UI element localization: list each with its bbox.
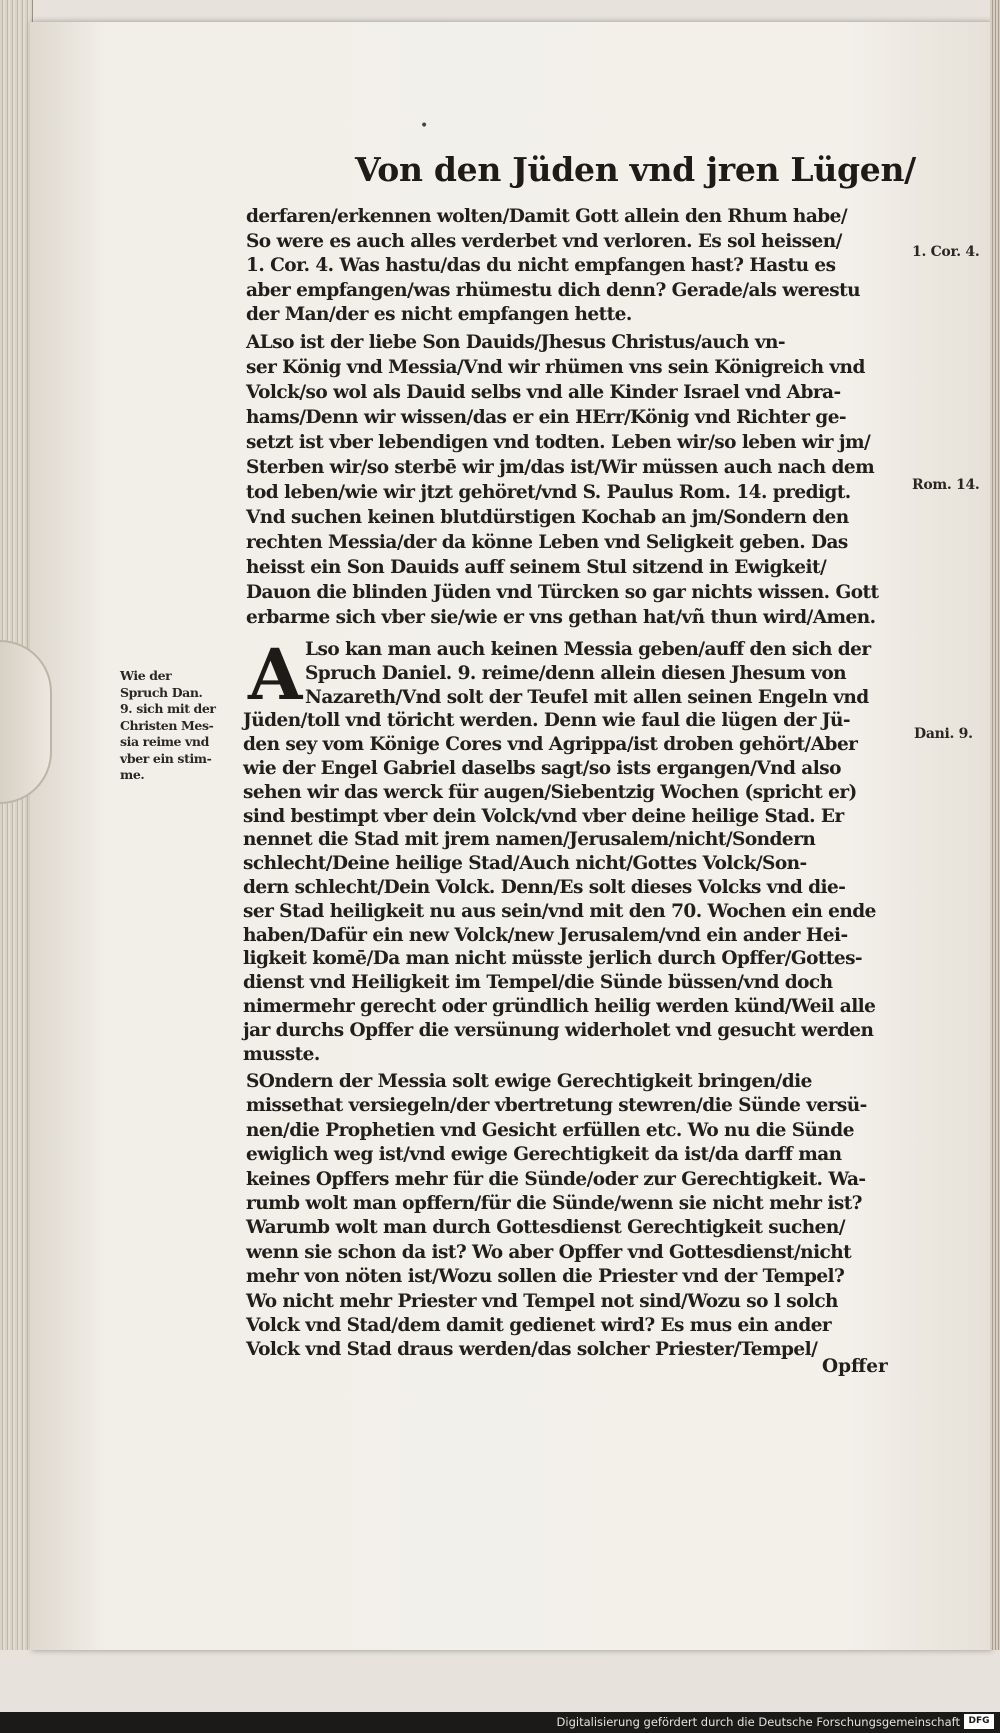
text-line: hams/Denn wir wissen/das er ein HErr/König vnd Richter ge- xyxy=(246,407,847,428)
text-line: ewiglich weg ist/vnd ewige Gerechtigkeit da ist/da darff man xyxy=(246,1144,842,1166)
text-line: So were es auch alles verderbet vnd verloren. Es sol heissen/ xyxy=(246,230,842,252)
gloss-line: sia reime vnd xyxy=(120,734,209,749)
text-line: Volck vnd Stad draus werden/das solcher Priester/Tempel/ xyxy=(246,1339,818,1361)
text-line: Volck vnd Stad/dem damit gedienet wird? Es mus ein ander xyxy=(246,1314,832,1336)
text-line: SOndern der Messia solt ewige Gerechtigkeit bringen/die xyxy=(246,1071,812,1092)
text-line: derfaren/erkennen wolten/Damit Gott allein den Rhum habe/ xyxy=(246,206,848,227)
text-line: Nazareth/Vnd solt der Teufel mit allen seinen Engeln vnd xyxy=(305,686,869,708)
text-line: wenn sie schon da ist? Wo aber Opffer vnd Gottesdienst/nicht xyxy=(246,1241,852,1263)
catchword: Opffer xyxy=(822,1356,888,1377)
decorative-dot: • xyxy=(420,118,429,134)
text-line: Jüden/toll vnd töricht werden. Denn wie faul die lügen der Jü- xyxy=(243,710,851,732)
text-line: musste. xyxy=(243,1043,320,1065)
text-line: dern schlecht/Dein Volck. Denn/Es solt dieses Volcks vnd die- xyxy=(243,876,846,898)
text-line: mehr von nöten ist/Wozu sollen die Priester vnd der Tempel? xyxy=(246,1266,845,1288)
gloss-line: vber ein stim- xyxy=(120,750,212,766)
text-line: heisst ein Son Dauids auff seinem Stul sitzend in Ewigkeit/ xyxy=(246,557,827,578)
text-line: nen/die Prophetien vnd Gesicht erfüllen etc. Wo nu die Sünde xyxy=(246,1119,854,1141)
text-line: schlecht/Deine heilige Stad/Auch nicht/Gottes Volck/Son- xyxy=(243,853,807,875)
margin-ref-rom: Rom. 14. xyxy=(912,477,980,493)
text-line: Wo nicht mehr Priester vnd Tempel not sind/Wozu so l solch xyxy=(246,1290,838,1312)
text-line: sehen wir das werck für augen/Siebentzig Wochen (spricht er) xyxy=(243,781,857,803)
text-line: ligkeit komē/Da man nicht müsste jerlich durch Opffer/Gottes- xyxy=(243,948,863,970)
text-line: der Man/der es nicht empfangen hette. xyxy=(246,304,632,325)
text-line: rechten Messia/der da könne Leben vnd Seligkeit geben. Das xyxy=(246,532,848,553)
text-line: nennet die Stad mit jrem namen/Jerusalem/nicht/Sondern xyxy=(243,829,816,851)
text-line: rumb wolt man opffern/für die Sünde/wenn sie nicht mehr ist? xyxy=(246,1192,862,1214)
text-line: Lso kan man auch keinen Messia geben/auff den sich der xyxy=(305,639,871,660)
gloss-line: Christen Mes- xyxy=(120,717,214,733)
running-head: Von den Jüden vnd jren Lügen/ xyxy=(355,150,916,189)
text-line: haben/Dafür ein new Volck/new Jerusalem/vnd ein ander Hei- xyxy=(243,924,848,946)
text-line: dienst vnd Heiligkeit im Tempel/die Sünde büssen/vnd doch xyxy=(243,972,833,994)
drop-cap: A xyxy=(248,633,303,716)
text-line: wie der Engel Gabriel daselbs sagt/so ists ergangen/Vnd also xyxy=(243,757,841,779)
text-line: missethat versiegeln/der vbertretung stewren/die Sünde versü- xyxy=(246,1095,867,1117)
text-line: den sey vom Könige Cores vnd Agrippa/ist droben gehört/Aber xyxy=(243,734,858,756)
footer-credit: Digitalisierung gefördert durch die Deutsche Forschungsgemeinschaft xyxy=(556,1715,960,1729)
text-line: Sterben wir/so sterbē wir jm/das ist/Wir müssen auch nach dem xyxy=(246,457,875,478)
text-line: ser Stad heiligkeit nu aus sein/vnd mit den 70. Wochen ein ende xyxy=(243,900,876,922)
margin-ref-1cor: 1. Cor. 4. xyxy=(912,244,980,260)
margin-gloss xyxy=(120,668,235,784)
text-line: keines Opffers mehr für die Sünde/oder zur Gerechtigkeit. Wa- xyxy=(246,1168,866,1190)
gloss-line: Wie der xyxy=(120,668,172,683)
dfg-logo: DFG xyxy=(964,1714,994,1729)
text-line: setzt ist vber lebendigen vnd todten. Leben wir/so leben wir jm/ xyxy=(246,432,871,453)
text-line: Dauon die blinden Jüden vnd Türcken so gar nichts wissen. Gott xyxy=(246,582,879,603)
text-line: tod leben/wie wir jtzt gehöret/vnd S. Paulus Rom. 14. predigt. xyxy=(246,482,851,503)
text-line: Warumb wolt man durch Gottesdienst Gerechtigkeit suchen/ xyxy=(246,1217,845,1239)
paragraph-4 xyxy=(246,1070,906,1363)
page-stack-edge-right xyxy=(990,0,1000,1650)
paragraph-2 xyxy=(246,330,906,630)
text-line: Spruch Daniel. 9. reime/denn allein diesen Jhesum von xyxy=(305,662,847,684)
text-line: ser König vnd Messia/Vnd wir rhümen vns sein Königreich vnd xyxy=(246,357,865,378)
gloss-line: Spruch Dan. xyxy=(120,684,203,700)
text-line: Vnd suchen keinen blutdürstigen Kochab an jm/Sondern den xyxy=(246,507,849,528)
margin-ref-dan: Dani. 9. xyxy=(914,726,973,742)
book-clasp xyxy=(0,640,52,804)
gloss-line: me. xyxy=(120,767,145,782)
text-line: aber empfangen/was rhümestu dich denn? Gerade/als werestu xyxy=(246,279,861,301)
text-line: nimermehr gerecht oder gründlich heilig werden künd/Weil alle xyxy=(243,995,876,1017)
text-line: jar durchs Opffer die versünung widerholet vnd gesucht werden xyxy=(243,1019,874,1041)
text-line: Volck/so wol als Dauid selbs vnd alle Kinder Israel vnd Abra- xyxy=(246,382,841,403)
text-line: ALso ist der liebe Son Dauids/Jhesus Christus/auch vn- xyxy=(246,332,786,353)
text-line: sind bestimpt vber dein Volck/vnd vber deine heilige Stad. Er xyxy=(243,805,844,827)
page-stack-edge xyxy=(0,0,33,1650)
gloss-line: 9. sich mit der xyxy=(120,701,216,716)
paragraph-1 xyxy=(246,205,906,328)
text-line: erbarme sich vber sie/wie er vns gethan hat/vñ thun wird/Amen. xyxy=(246,607,876,628)
text-line: 1. Cor. 4. Was hastu/das du nicht empfangen hast? Hastu es xyxy=(246,255,836,276)
paragraph-3 xyxy=(243,638,905,1066)
